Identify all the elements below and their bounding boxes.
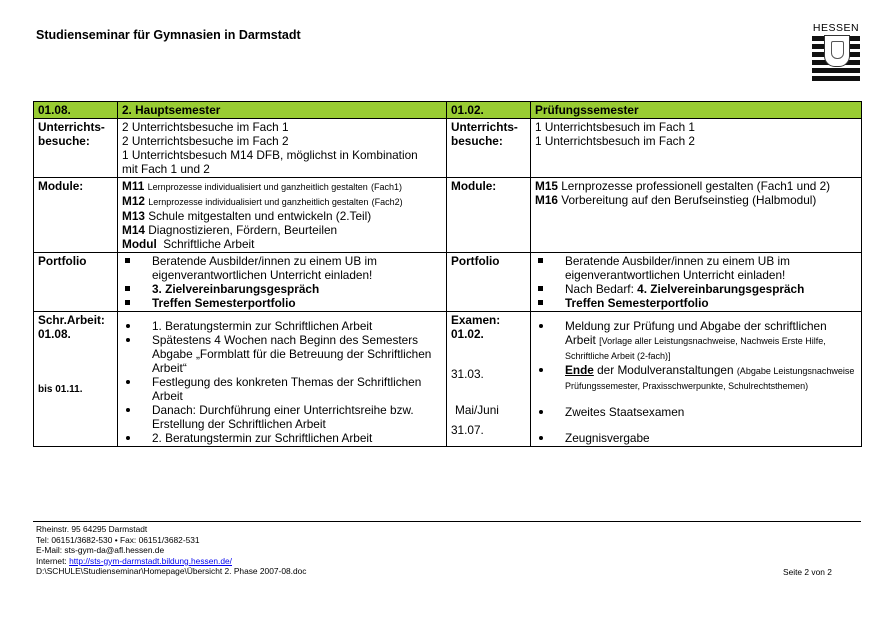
exam-dates: Examen: 01.02. 31.03. Mai/Juni 31.07. — [447, 312, 531, 447]
list-item: Treffen Semesterportfolio — [535, 296, 857, 310]
exam-right — [531, 312, 862, 447]
module-m16: M16 Vorbereitung auf den Berufseinstieg (Halbmodul) — [535, 193, 817, 207]
thesis-label-left: Schr.Arbeit: 01.08. bis 01.11. — [34, 312, 118, 447]
hessen-logo — [812, 22, 860, 88]
footer-email: E-Mail: sts-gym-da@afl.hessen.de — [36, 545, 165, 556]
list-item: 2. Beratungstermin zur Schriftlichen Arbeit — [122, 431, 442, 445]
website-link[interactable]: http://sts-gym-darmstadt.bildung.hessen.de/ — [69, 555, 232, 566]
list-item: Ende der Modulveranstaltungen (Abgabe Leistungsnachweise Prüfungssemester, Praxisschwerpunkte, Schulrechtsthemen) — [535, 363, 857, 393]
modules-left — [118, 178, 447, 253]
visits-left: 2 Unterrichtsbesuche im Fach 1 2 Unterrichtsbesuche im Fach 2 1 Unterrichtsbesuch M14 DFB, möglichst in Kombination mit Fach 1 und 2 — [118, 119, 447, 178]
table-row-modules — [34, 178, 862, 253]
list-item: Danach: Durchführung einer Unterrichtsreihe bzw. Erstellung der Schriftlichen Arbeit — [122, 403, 442, 431]
list-item: Meldung zur Prüfung und Abgabe der schriftlichen Arbeit [Vorlage aller Leistungsnachweise, Nachweis Erste Hilfe, Schriftliche Arbeit (2-fach)] — [535, 319, 857, 363]
modules-label-right: Module: — [447, 178, 531, 253]
list-item: Festlegung des konkreten Themas der Schriftlichen Arbeit — [122, 375, 442, 403]
table-row-thesis — [34, 312, 862, 447]
logo-text: HESSEN — [812, 22, 860, 34]
module-m14: M14 Diagnostizieren, Fördern, Beurteilen — [122, 223, 338, 237]
table-header-row — [34, 102, 862, 119]
list-item: Zweites Staatsexamen — [535, 405, 857, 419]
coat-of-arms-icon — [812, 36, 860, 88]
portfolio-left — [118, 253, 447, 312]
visits-right: 1 Unterrichtsbesuch im Fach 1 1 Unterrichtsbesuch im Fach 2 — [531, 119, 862, 178]
footer-phone: Tel: 06151/3682-530 • Fax: 06151/3682-531 — [36, 534, 200, 545]
portfolio-right — [531, 253, 862, 312]
list-item: 1. Beratungstermin zur Schriftlichen Arbeit — [122, 319, 442, 333]
header-semester-1: 2. Hauptsemester — [118, 102, 447, 119]
list-item: Nach Bedarf: 4. Zielvereinbarungsgespräch — [535, 282, 857, 296]
page-title: Studienseminar für Gymnasien in Darmstadt — [36, 28, 301, 42]
list-item: Spätestens 4 Wochen nach Beginn des Semesters Abgabe „Formblatt für die Betreuung der Schriftlichen Arbeit“ — [122, 333, 442, 375]
footer-address: Rheinstr. 95 64295 Darmstadt — [36, 524, 148, 534]
page-number: Seite 2 von 2 — [783, 567, 832, 577]
table-row-visits — [34, 119, 862, 178]
list-item: Beratende Ausbilder/innen zu einem UB im eigenverantwortlichen Unterricht einladen! — [535, 254, 857, 282]
module-m11: M11 Lernprozesse individualisiert und ganzheitlich gestalten (Fach1) — [122, 179, 403, 193]
list-item: Zeugnisvergabe — [535, 431, 857, 445]
module-m12: M12 Lernprozesse individualisiert und ganzheitlich gestalten (Fach2) — [122, 194, 403, 208]
header-semester-2: Prüfungssemester — [531, 102, 862, 119]
list-item: Treffen Semesterportfolio — [122, 296, 442, 310]
visits-label-right: Unterrichts- besuche: — [447, 119, 531, 178]
portfolio-label-left: Portfolio — [34, 253, 118, 312]
footer-divider — [33, 521, 861, 522]
list-item: Beratende Ausbilder/innen zu einem UB im eigenverantwortlichen Unterricht einladen! — [122, 254, 442, 282]
footer-path: D:\SCHULE\Studienseminar\Homepage\Übersicht 2. Phase 2007-08.doc — [36, 566, 307, 577]
footer — [36, 524, 306, 577]
semester-table — [33, 101, 862, 447]
module-m15: M15 Lernprozesse professionell gestalten (Fach1 und 2) — [535, 179, 831, 193]
table-row-portfolio — [34, 253, 862, 312]
footer-internet: Internet: http://sts-gym-darmstadt.bildung.hessen.de/ — [36, 555, 232, 566]
visits-label-left: Unterrichts- besuche: — [34, 119, 118, 178]
list-item: 3. Zielvereinbarungsgespräch — [122, 282, 442, 296]
header-date-2: 01.02. — [447, 102, 531, 119]
header-date-1: 01.08. — [34, 102, 118, 119]
modules-right — [531, 178, 862, 253]
module-m13: M13 Schule mitgestalten und entwickeln (2.Teil) — [122, 209, 372, 223]
module-thesis: Modul Schriftliche Arbeit — [122, 237, 255, 251]
modules-label-left: Module: — [34, 178, 118, 253]
thesis-left — [118, 312, 447, 447]
portfolio-label-right: Portfolio — [447, 253, 531, 312]
